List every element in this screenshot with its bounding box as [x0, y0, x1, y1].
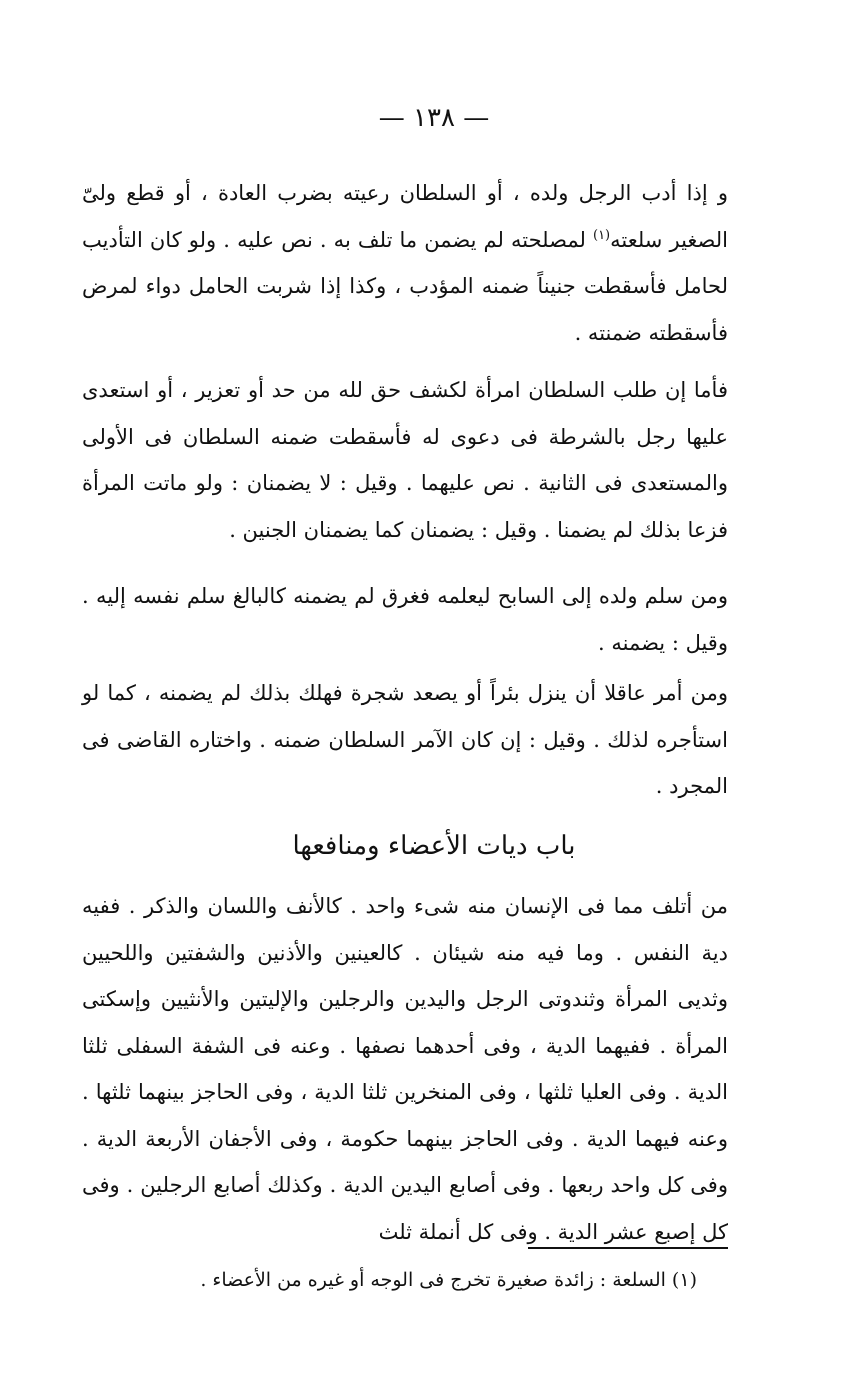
footnote-divider [528, 1247, 728, 1249]
paragraph-organs-blood-money [82, 883, 728, 1255]
section-heading: باب ديات الأعضاء ومنافعها [292, 831, 576, 861]
paragraph-text: ومن أمر عاقلا أن ينزل بئراً أو يصعد شجرة فهلك بذلك لم يضمنه ، كما لو استأجره لذلك . وقيل : إن كان الآمر السلطان ضمنه . واختاره القاضى فى المجرد . [82, 681, 728, 798]
paragraph-discipline [82, 170, 728, 356]
paragraph-swimming [82, 573, 728, 666]
paragraph-sultan-summons [82, 367, 728, 553]
paragraph-text: من أتلف مما فى الإنسان منه شىء واحد . كالأنف واللسان والذكر . ففيه دية النفس . وما فيه منه شيئان . كالعينين والأذنين والشفتين واللحيين وثديى المرأة وثندوتى الرجل واليدين والرجلين والإليتين والأنثيين وإسكتى المرأة . ففيهما الدية ، وفى أحدهما نصفها . وعنه فى الشفة السفلى ثلثا الدية . وفى العليا ثلثها ، وفى المنخرين ثلثا الدية ، وفى الحاجز بينهما ثلثها . وعنه فيهما الدية . وفى الحاجز بينهما حكومة ، وفى الأجفان الأربعة الدية . وفى كل واحد ربعها . وفى أصابع اليدين الدية . وكذلك أصابع الرجلين . وفى كل إصبع عشر الدية . وفى كل أنملة ثلث [82, 894, 728, 1244]
paragraph-text-part: لمصلحته لم يضمن ما تلف به . نص عليه . ولو كان التأديب لحامل فأسقطت جنيناً ضمنه المؤدب ، وكذا إذا شربت الحامل دواء لمرض فأسقطته ضمنته . [82, 227, 728, 345]
paragraph-text: فأما إن طلب السلطان امرأة لكشف حق لله من حد أو تعزير ، أو استعدى عليها رجل بالشرطة فى دعوى له فأسقطت ضمنه السلطان فى الأولى والمستعدى فى الثانية . نص عليهما . وقيل : لا يضمنان : ولو ماتت المرأة فزعا بذلك لم يضمنا . وقيل : يضمنان كما يضمنان الجنين . [82, 378, 728, 542]
page-number: — ١٣٨ — [378, 103, 490, 133]
paragraph-text [82, 170, 728, 356]
footnote: (١) السلعة : زائدة صغيرة تخرج فى الوجه أو غيره من الأعضاء . [200, 1269, 697, 1291]
paragraph-text: ومن سلم ولده إلى السابح ليعلمه فغرق لم يضمنه كالبالغ سلم نفسه إليه . وقيل : يضمنه . [82, 584, 728, 655]
paragraph-command [82, 670, 728, 810]
footnote-reference: (١) [592, 227, 611, 243]
paragraph-text-part: و إذا أدب الرجل ولده ، أو السلطان رعيته بضرب العادة ، أو قطع ولىّ الصغير سلعته [82, 181, 728, 252]
